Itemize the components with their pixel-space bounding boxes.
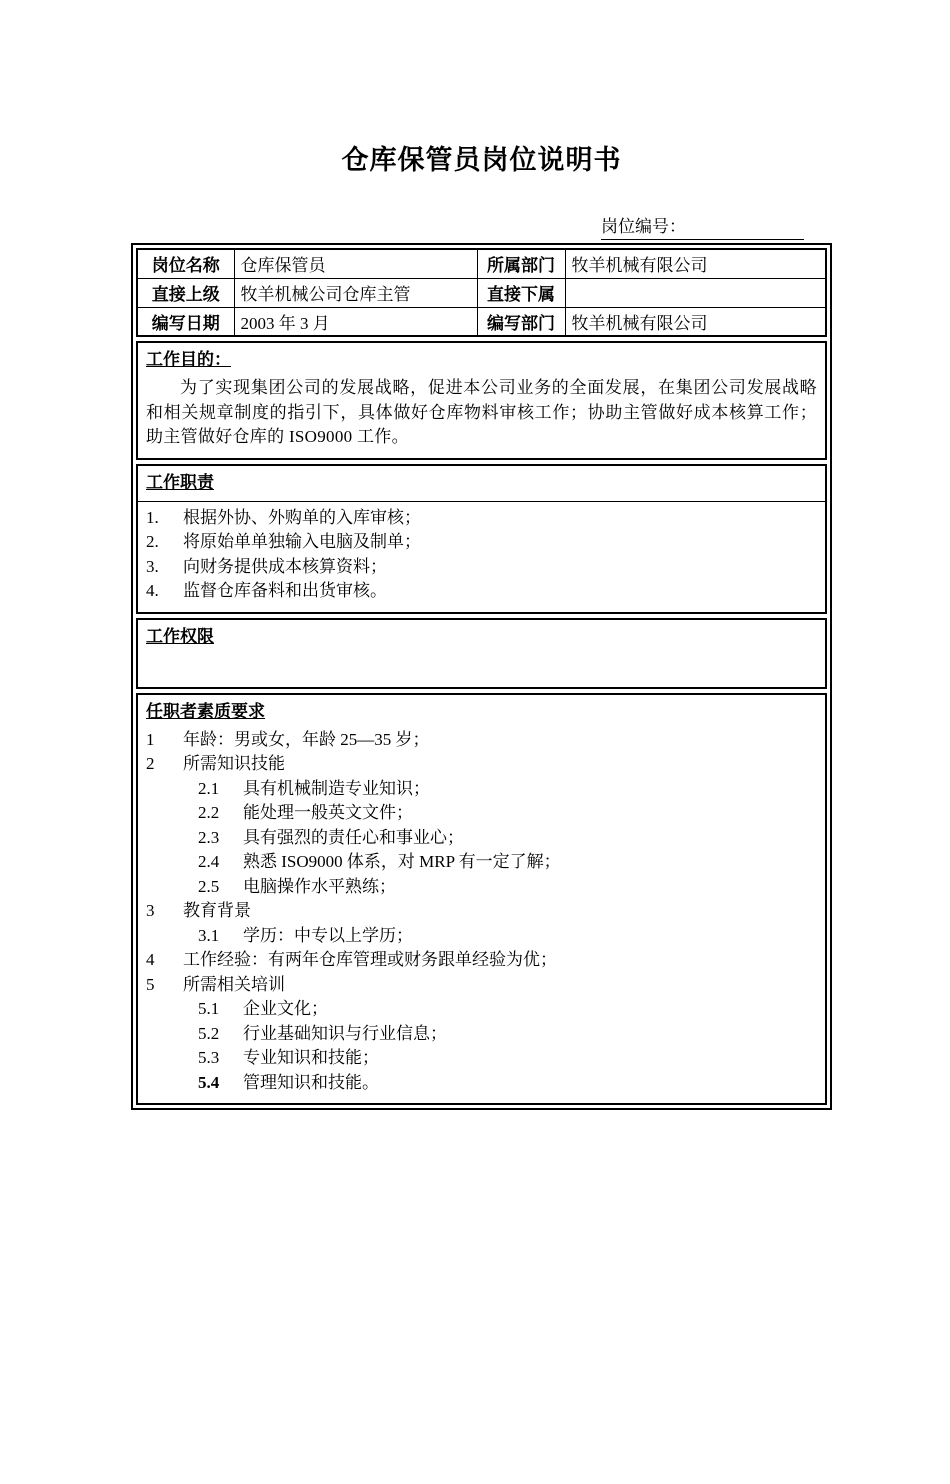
qualification-item: [146, 752, 817, 777]
qualification-text: 所需知识技能: [183, 754, 285, 773]
page-title: 仓库保管员岗位说明书: [341, 145, 622, 175]
document-page: [131, 140, 832, 1110]
info-table-row: [137, 307, 826, 336]
qualification-item: [146, 850, 817, 875]
position-code-field: [601, 212, 804, 240]
duties-list: [138, 502, 825, 612]
qualification-number: 5.2: [198, 1023, 220, 1043]
duty-item: [146, 506, 817, 531]
info-table-row: [137, 249, 826, 278]
qualification-text: 能处理一般英文文件；: [243, 803, 413, 822]
qualifications-list: [138, 726, 825, 1104]
info-table: [136, 248, 827, 337]
section-duties: [136, 464, 827, 614]
qualifications-heading: 任职者素质要求: [146, 701, 265, 721]
duties-heading: 工作职责: [138, 466, 825, 502]
qualification-number: 5.3: [198, 1048, 220, 1067]
qualification-item: [146, 1046, 817, 1071]
info-label: 所属部门: [477, 249, 565, 278]
info-value: 牧羊机械公司仓库主管: [234, 278, 477, 307]
qualification-number: 5.4: [198, 1072, 220, 1092]
info-value: 牧羊机械有限公司: [565, 307, 826, 336]
duty-text: 向财务提供成本核算资料；: [183, 556, 387, 576]
qualification-text: 行业基础知识与行业信息；: [243, 1023, 447, 1043]
info-table-body: [137, 249, 826, 336]
position-code-line: [131, 212, 832, 238]
qualification-item: [146, 1022, 817, 1047]
qualification-item: [146, 777, 817, 802]
info-label: 直接下属: [477, 278, 565, 307]
qualification-number: 4: [146, 950, 155, 969]
qualification-number: 5: [146, 974, 155, 994]
duty-number: 1.: [146, 507, 159, 527]
info-value: 仓库保管员: [234, 249, 477, 278]
qualification-text: 工作经验：有两年仓库管理或财务跟单经验为优；: [183, 950, 557, 969]
qualification-number: 2.5: [198, 876, 220, 896]
qualification-text: 具有机械制造专业知识；: [243, 778, 430, 798]
position-code-label: 岗位编号：: [601, 217, 686, 236]
qualification-number: 2.2: [198, 803, 220, 822]
qualification-item: [146, 973, 817, 998]
duty-text: 监督仓库备料和出货审核。: [183, 581, 387, 600]
qualification-number: 2.1: [198, 778, 220, 798]
qualification-number: 2.3: [198, 827, 220, 847]
qualification-item: [146, 997, 817, 1022]
qualification-text: 教育背景: [183, 901, 251, 920]
qualification-item: [146, 728, 817, 753]
qualification-item: [146, 1071, 817, 1096]
info-label: 编写日期: [137, 307, 234, 336]
info-label: 岗位名称: [137, 249, 234, 278]
section-purpose: [136, 341, 827, 460]
qualification-item: [146, 875, 817, 900]
duty-text: 将原始单单独输入电脑及制单；: [183, 532, 421, 551]
qualification-text: 所需相关培训: [183, 974, 285, 994]
info-value: 2003 年 3 月: [234, 307, 477, 336]
qualification-text: 学历：中专以上学历；: [243, 925, 413, 945]
purpose-heading: 工作目的：: [146, 350, 231, 369]
duty-number: 2.: [146, 532, 159, 551]
duty-item: [146, 579, 817, 604]
qualification-item: [146, 801, 817, 826]
qualification-number: 3: [146, 901, 155, 920]
duty-item: [146, 530, 817, 555]
qualification-item: [146, 924, 817, 949]
duty-text: 根据外协、外购单的入库审核；: [183, 507, 421, 527]
qualification-number: 2: [146, 754, 155, 773]
section-qualifications: [136, 693, 827, 1106]
purpose-body: 为了实现集团公司的发展战略，促进本公司业务的全面发展，在集团公司发展战略和相关规章制度的指引下，具体做好仓库物料审核工作；协助主管做好成本核算工作；助主管做好仓库的 ISO9000 工作。: [146, 378, 817, 446]
qualification-text: 电脑操作水平熟练；: [243, 876, 396, 896]
duty-number: 4.: [146, 581, 159, 600]
info-value: [565, 278, 826, 307]
duty-number: 3.: [146, 556, 159, 576]
qualification-text: 具有强烈的责任心和事业心；: [243, 827, 464, 847]
qualification-text: 熟悉 ISO9000 体系，对 MRP 有一定了解；: [243, 852, 561, 871]
qualification-number: 1: [146, 729, 155, 749]
qualification-item: [146, 948, 817, 973]
qualification-number: 2.4: [198, 852, 220, 871]
qualification-text: 管理知识和技能。: [243, 1072, 379, 1092]
authority-empty-area: [138, 651, 825, 687]
qualification-text: 年龄：男或女，年龄 25—35 岁；: [183, 729, 430, 749]
section-authority: [136, 618, 827, 689]
outer-frame: [131, 243, 832, 1110]
info-value: 牧羊机械有限公司: [565, 249, 826, 278]
authority-heading: 工作权限: [146, 626, 214, 646]
qualification-number: 5.1: [198, 999, 220, 1018]
position-code-blank: [686, 212, 804, 237]
duty-item: [146, 555, 817, 580]
qualification-item: [146, 826, 817, 851]
info-label: 直接上级: [137, 278, 234, 307]
info-table-row: [137, 278, 826, 307]
qualification-text: 企业文化；: [243, 999, 328, 1018]
info-label: 编写部门: [477, 307, 565, 336]
qualification-number: 3.1: [198, 925, 220, 945]
qualification-item: [146, 899, 817, 924]
qualification-text: 专业知识和技能；: [243, 1048, 379, 1067]
